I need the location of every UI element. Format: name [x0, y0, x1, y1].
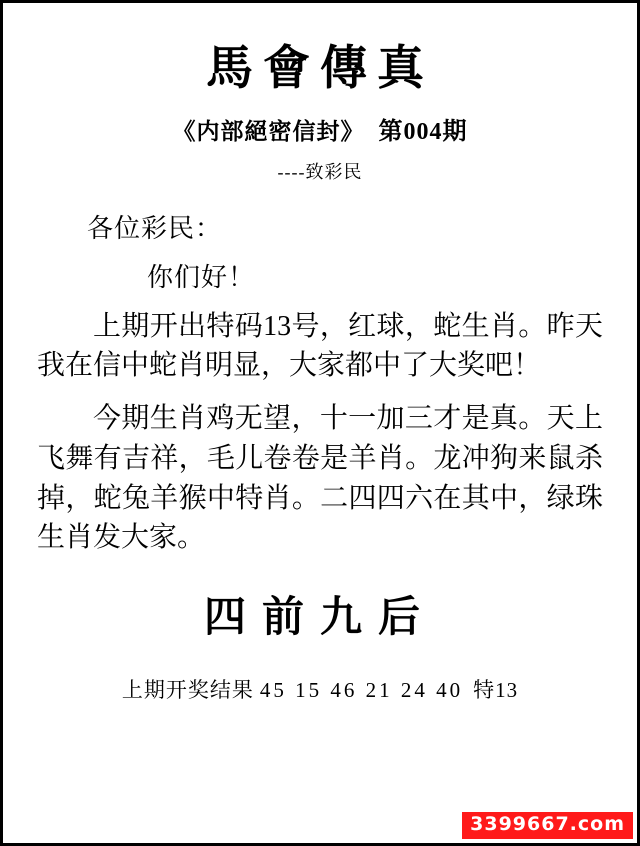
body-paragraph-2: 今期生肖鸡无望，十一加三才是真。天上飞舞有吉祥，毛儿卷卷是羊肖。龙冲狗来鼠杀掉，蛇兔羊猴中特肖。二四四六在其中，绿珠生肖发大家。 [37, 403, 603, 554]
salutation-text: 各位彩民： [87, 213, 223, 243]
special-label: 特 [473, 678, 496, 703]
previous-draw-result [37, 674, 603, 704]
page-title: 馬會傳真 [206, 41, 434, 96]
result-label: 上期开奖结果 [121, 678, 254, 703]
greeting-text: 你们好！ [147, 262, 256, 292]
watermark-badge: 3399667.com [462, 812, 633, 839]
headline-prediction: 四前九后 [203, 592, 436, 642]
result-numbers: 45 15 46 21 24 40 [259, 678, 464, 703]
body-paragraph-1: 上期开出特码13号，红球，蛇生肖。昨天我在信中蛇肖明显，大家都中了大奖吧！ [37, 310, 603, 382]
special-number: 13 [495, 678, 519, 703]
flyer-content [3, 3, 637, 843]
subtitle-row [37, 111, 603, 146]
subtitle-text: 《内部絕密信封》 [172, 118, 365, 144]
dedication-text: ----致彩民 [277, 161, 363, 182]
issue-number: 第004期 [378, 118, 468, 145]
